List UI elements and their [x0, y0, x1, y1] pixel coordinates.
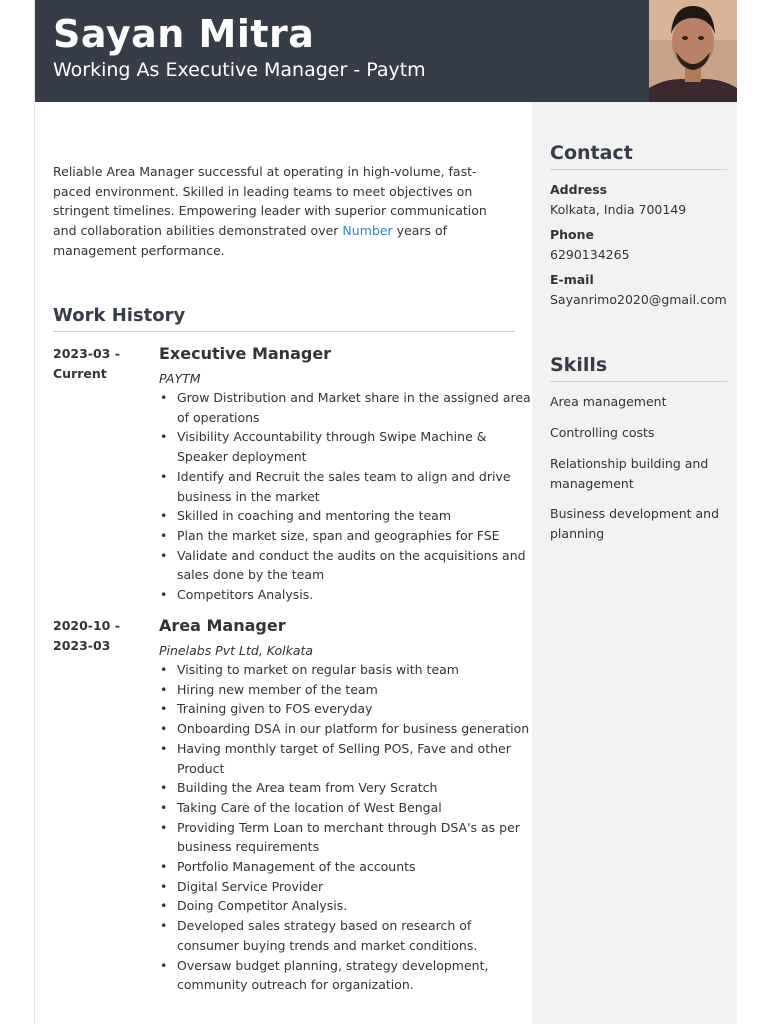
duty-item: • Identify and Recruit the sales team to align and drive business in the market: [177, 467, 537, 506]
duty-item: • Validate and conduct the audits on the acquisitions and sales done by the team: [177, 546, 537, 585]
skill-item: Business development and planning: [550, 506, 720, 541]
duty-item: • Plan the market size, span and geographies for FSE: [177, 526, 537, 546]
duty-item: • Hiring new member of the team: [177, 680, 537, 700]
duty-item: • Developed sales strategy based on research of consumer buying trends and market conditions.: [177, 916, 537, 955]
address-label: Address: [550, 182, 608, 197]
candidate-name: Sayan Mitra: [53, 12, 315, 56]
summary-number-link[interactable]: Number: [342, 223, 393, 239]
profile-photo: [649, 0, 737, 102]
duty-item: • Onboarding DSA in our platform for business generation: [177, 719, 537, 739]
summary-text-end: years of management performance.: [53, 223, 448, 258]
job-date-range: [53, 344, 143, 384]
resume-header: [35, 0, 649, 102]
job-company: Pinelabs Pvt Ltd, Kolkata: [159, 643, 314, 658]
phone-label: Phone: [550, 227, 595, 242]
job-date-start: 2023-03 -: [53, 346, 120, 361]
duty-item: • Training given to FOS everyday: [177, 699, 537, 719]
contact-heading: Contact: [550, 142, 727, 170]
job-company: PAYTM: [159, 371, 201, 386]
email-label: E-mail: [550, 272, 594, 287]
duty-item: • Grow Distribution and Market share in the assigned area of operations: [177, 388, 537, 427]
duty-item: • Oversaw budget planning, strategy development, community outreach for organization.: [177, 956, 537, 995]
duty-item: • Digital Service Provider: [177, 877, 537, 897]
duty-item: • Taking Care of the location of West Bengal: [177, 798, 537, 818]
job-duties-list: [159, 660, 537, 995]
job-date-end: Current: [53, 366, 107, 381]
phone-value: 6290134265: [550, 247, 630, 262]
duty-item: • Portfolio Management of the accounts: [177, 857, 537, 877]
duty-item: • Having monthly target of Selling POS, Fave and other Product: [177, 739, 537, 778]
job-date-start: 2020-10 -: [53, 618, 120, 633]
job-title: Area Manager: [159, 616, 286, 635]
job-date-end: 2023-03: [53, 638, 111, 653]
duty-item: • Skilled in coaching and mentoring the team: [177, 506, 537, 526]
job-duties-list: [159, 388, 537, 605]
professional-summary: [53, 162, 503, 261]
skill-item: Relationship building and management: [550, 456, 709, 491]
duty-item: • Providing Term Loan to merchant through DSA's as per business requirements: [177, 818, 537, 857]
duty-item: • Visiting to market on regular basis with team: [177, 660, 537, 680]
address-value: Kolkata, India 700149: [550, 202, 687, 217]
skills-heading: Skills: [550, 354, 727, 382]
summary-text: Reliable Area Manager successful at operating in high-volume, fast-paced environment. Skilled in leading teams to meet objectives on stringent timelines. Empowering leader with superior communication and collaboration abilities demonstrated over: [53, 164, 487, 239]
job-title: Executive Manager: [159, 344, 332, 363]
duty-item: • Doing Competitor Analysis.: [177, 896, 537, 916]
profile-photo-image: [649, 0, 737, 102]
duty-item: • Visibility Accountability through Swipe Machine & Speaker deployment: [177, 427, 537, 466]
job-date-range: [53, 616, 143, 656]
candidate-headline: Working As Executive Manager - Paytm: [53, 59, 426, 81]
duty-item: • Competitors Analysis.: [177, 585, 537, 605]
resume-page: [34, 0, 737, 1024]
duty-item: • Building the Area team from Very Scratch: [177, 778, 537, 798]
skill-item: Area management: [550, 394, 667, 409]
work-history-heading: Work History: [53, 305, 515, 332]
email-value[interactable]: Sayanrimo2020@gmail.com: [550, 292, 727, 307]
sidebar: [532, 102, 737, 1024]
skill-item: Controlling costs: [550, 425, 655, 440]
